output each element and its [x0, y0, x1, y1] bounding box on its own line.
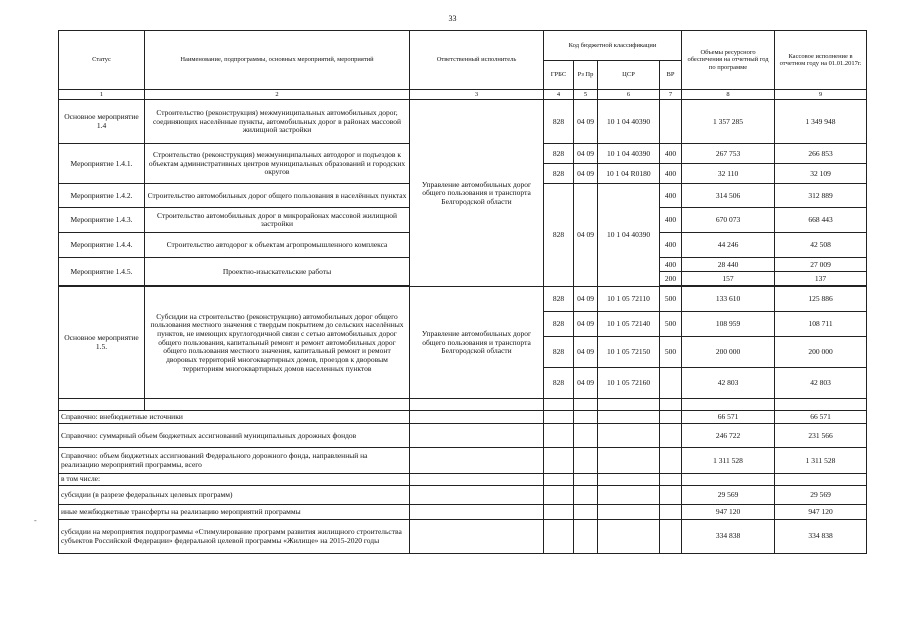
empty-cell	[145, 399, 410, 411]
column-number: 8	[682, 90, 775, 100]
cash-cell: 108 711	[775, 312, 867, 337]
vr-cell	[660, 100, 682, 144]
summary-row	[59, 411, 867, 424]
volume-cell: 947 120	[682, 505, 775, 520]
empty-cell	[574, 399, 598, 411]
name-cell: Строительство автомобильных дорог общего пользования в населённых пунктах	[145, 184, 410, 208]
volume-cell: 32 110	[682, 164, 775, 184]
empty-cell	[410, 474, 544, 486]
volume-cell: 133 610	[682, 287, 775, 312]
name-cell: Проектно-изыскательские работы	[145, 258, 410, 286]
cash-cell: 200 000	[775, 337, 867, 368]
volume-cell: 108 959	[682, 312, 775, 337]
summary-label: Справочно: суммарный объем бюджетных ассигнований муниципальных дорожных фондов	[59, 424, 410, 448]
csr-cell: 10 1 05 72150	[598, 337, 660, 368]
summary-label: Справочно: внебюджетные источники	[59, 411, 410, 424]
grbs-cell: 828	[544, 164, 574, 184]
empty-cell	[544, 399, 574, 411]
empty-cell	[682, 399, 775, 411]
empty-cell	[598, 448, 660, 474]
rzpr-cell: 04 09	[574, 287, 598, 312]
grbs-cell: 828	[544, 337, 574, 368]
column-number: 2	[145, 90, 410, 100]
cash-cell: 947 120	[775, 505, 867, 520]
status-cell: Мероприятие 1.4.4.	[59, 233, 145, 258]
empty-cell	[598, 411, 660, 424]
column-numbers-row	[59, 90, 867, 100]
vr-cell: 500	[660, 312, 682, 337]
column-number: 3	[410, 90, 544, 100]
empty-cell	[544, 424, 574, 448]
volume-cell: 334 838	[682, 520, 775, 554]
vr-cell: 400	[660, 208, 682, 233]
empty-cell	[410, 411, 544, 424]
empty-cell	[598, 399, 660, 411]
volume-cell	[682, 474, 775, 486]
status-cell: Мероприятие 1.4.5.	[59, 258, 145, 286]
volume-cell: 28 440	[682, 258, 775, 272]
header-code-group: Код бюджетной классификации	[544, 31, 682, 61]
empty-cell	[574, 505, 598, 520]
empty-cell	[598, 474, 660, 486]
rzpr-cell: 04 09	[574, 100, 598, 144]
header-grbs: ГРБС	[544, 61, 574, 90]
margin-mark: -	[34, 516, 37, 525]
summary-row	[59, 448, 867, 474]
cash-cell: 334 838	[775, 520, 867, 554]
rzpr-cell: 04 09	[574, 368, 598, 399]
csr-cell: 10 1 04 40390	[598, 184, 660, 287]
volume-cell: 246 722	[682, 424, 775, 448]
cash-cell: 29 569	[775, 486, 867, 505]
vr-cell: 400	[660, 184, 682, 208]
summary-row	[59, 474, 867, 486]
cash-cell: 1 311 528	[775, 448, 867, 474]
summary-row	[59, 424, 867, 448]
rzpr-cell: 04 09	[574, 144, 598, 164]
volume-cell: 42 803	[682, 368, 775, 399]
cash-cell: 1 349 948	[775, 100, 867, 144]
column-number: 1	[59, 90, 145, 100]
summary-row	[59, 520, 867, 554]
cash-cell	[775, 474, 867, 486]
empty-cell	[574, 448, 598, 474]
status-cell: Мероприятие 1.4.1.	[59, 144, 145, 184]
cash-cell: 231 566	[775, 424, 867, 448]
empty-cell	[660, 424, 682, 448]
cash-cell: 125 886	[775, 287, 867, 312]
vr-cell: 400	[660, 233, 682, 258]
grbs-cell: 828	[544, 100, 574, 144]
empty-cell	[775, 399, 867, 411]
cash-cell: 27 009	[775, 258, 867, 272]
cash-cell: 312 889	[775, 184, 867, 208]
empty-cell	[410, 505, 544, 520]
status-cell: Основное мероприятие 1.4	[59, 100, 145, 144]
csr-cell: 10 1 04 40390	[598, 144, 660, 164]
csr-cell: 10 1 04 R0180	[598, 164, 660, 184]
empty-cell	[598, 520, 660, 554]
vr-cell: 400	[660, 258, 682, 272]
empty-cell	[410, 399, 544, 411]
header-executor: Ответственный исполнитель	[410, 31, 544, 90]
rzpr-cell: 04 09	[574, 164, 598, 184]
empty-cell	[544, 505, 574, 520]
volume-cell: 29 569	[682, 486, 775, 505]
empty-cell	[574, 474, 598, 486]
volume-cell: 157	[682, 272, 775, 286]
column-number: 9	[775, 90, 867, 100]
status-cell: Мероприятие 1.4.2.	[59, 184, 145, 208]
name-cell: Строительство автодорог к объектам агропромышленного комплекса	[145, 233, 410, 258]
grbs-cell: 828	[544, 312, 574, 337]
vr-cell: 200	[660, 272, 682, 286]
vr-cell	[660, 368, 682, 399]
cash-cell: 32 109	[775, 164, 867, 184]
status-cell: Мероприятие 1.4.3.	[59, 208, 145, 233]
executor-cell: Управление автомобильных дорог общего пользования и транспорта Белгородской области	[410, 100, 544, 287]
summary-row	[59, 505, 867, 520]
volume-cell: 314 506	[682, 184, 775, 208]
empty-cell	[598, 486, 660, 505]
cash-cell: 266 853	[775, 144, 867, 164]
table-row	[59, 100, 867, 144]
column-number: 4	[544, 90, 574, 100]
csr-cell: 10 1 05 72160	[598, 368, 660, 399]
grbs-cell: 828	[544, 368, 574, 399]
empty-cell	[544, 486, 574, 505]
empty-cell	[544, 448, 574, 474]
empty-cell	[544, 411, 574, 424]
grbs-cell: 828	[544, 287, 574, 312]
empty-cell	[574, 411, 598, 424]
header-name: Наименование, подпрограммы, основных мероприятий, мероприятий	[145, 31, 410, 90]
vr-cell: 500	[660, 287, 682, 312]
empty-cell	[660, 474, 682, 486]
summary-label: иные межбюджетные трансферты на реализацию мероприятий программы	[59, 505, 410, 520]
header-volume: Объемы ресурсного обеспечения на отчетный год по программе	[682, 31, 775, 90]
header-status: Статус	[59, 31, 145, 90]
empty-cell	[574, 520, 598, 554]
page-number: 33	[448, 14, 457, 23]
volume-cell: 200 000	[682, 337, 775, 368]
volume-cell: 66 571	[682, 411, 775, 424]
empty-cell	[660, 486, 682, 505]
cash-cell: 42 803	[775, 368, 867, 399]
table-row	[59, 399, 867, 411]
column-number: 7	[660, 90, 682, 100]
rzpr-cell: 04 09	[574, 184, 598, 287]
empty-cell	[660, 399, 682, 411]
table-row	[59, 287, 867, 312]
volume-cell: 1 357 285	[682, 100, 775, 144]
empty-cell	[660, 448, 682, 474]
cash-cell: 66 571	[775, 411, 867, 424]
header-vr: ВР	[660, 61, 682, 90]
vr-cell: 400	[660, 164, 682, 184]
empty-cell	[660, 505, 682, 520]
rzpr-cell: 04 09	[574, 312, 598, 337]
grbs-cell: 828	[544, 144, 574, 164]
empty-cell	[544, 520, 574, 554]
summary-label: субсидии на мероприятия подпрограммы «Стимулирование программ развития жилищного строительства субъектов Российской Федерации» федеральной целевой программы «Жилище» на 2015-2020 годы	[59, 520, 410, 554]
executor-cell: Управление автомобильных дорог общего пользования и транспорта Белгородской области	[410, 287, 544, 399]
empty-cell	[598, 505, 660, 520]
empty-cell	[660, 411, 682, 424]
status-cell: Основное мероприятие 1.5.	[59, 287, 145, 399]
empty-cell	[410, 520, 544, 554]
vr-cell: 500	[660, 337, 682, 368]
empty-cell	[410, 448, 544, 474]
name-cell: Строительство (реконструкция) межмуниципальных автодорог и подъездов к объектам административных центров муниципальных образований и городских округов	[145, 144, 410, 184]
vr-cell: 400	[660, 144, 682, 164]
volume-cell: 44 246	[682, 233, 775, 258]
cash-cell: 137	[775, 272, 867, 286]
budget-table	[58, 30, 867, 554]
empty-cell	[574, 424, 598, 448]
empty-cell	[574, 486, 598, 505]
header-csr: ЦСР	[598, 61, 660, 90]
summary-row	[59, 486, 867, 505]
empty-cell	[598, 424, 660, 448]
column-number: 6	[598, 90, 660, 100]
cash-cell: 42 508	[775, 233, 867, 258]
rzpr-cell: 04 09	[574, 337, 598, 368]
volume-cell: 1 311 528	[682, 448, 775, 474]
summary-label: Справочно: объем бюджетных ассигнований Федерального дорожного фонда, направленный на реализацию мероприятий программы, всего	[59, 448, 410, 474]
csr-cell: 10 1 05 72110	[598, 287, 660, 312]
name-cell: Строительство (реконструкция) межмуниципальных автомобильных дорог, соединяющих населённые пункты, автомобильных дорог в районах массовой жилищной застройки	[145, 100, 410, 144]
empty-cell	[660, 520, 682, 554]
csr-cell: 10 1 04 40390	[598, 100, 660, 144]
header-cash: Кассовое исполнение в отчетном году на 01.01.2017г.	[775, 31, 867, 90]
volume-cell: 267 753	[682, 144, 775, 164]
summary-label: в том числе:	[59, 474, 410, 486]
summary-label: субсидии (в разрезе федеральных целевых программ)	[59, 486, 410, 505]
empty-cell	[59, 399, 145, 411]
column-number: 5	[574, 90, 598, 100]
empty-cell	[410, 486, 544, 505]
empty-cell	[544, 474, 574, 486]
csr-cell: 10 1 05 72140	[598, 312, 660, 337]
header-rzpr: Рз Пр	[574, 61, 598, 90]
cash-cell: 668 443	[775, 208, 867, 233]
name-cell: Субсидии на строительство (реконструкцию) автомобильных дорог общего пользования местного значения с твердым покрытием до сельских населённых пунктов, не имеющих круглогодичной связи с сетью автомобильных дорог общего пользования, капитальный ремонт и ремонт автомобильных дорог общего пользования местного значения, капитальный ремонт и ремонт дворовых территорий многоквартирных домов, проездов к дворовым территориям многоквартирных домов населенных пунктов	[145, 287, 410, 399]
empty-cell	[410, 424, 544, 448]
name-cell: Строительство автомобильных дорог в микрорайонах массовой жилищной застройки	[145, 208, 410, 233]
volume-cell: 670 073	[682, 208, 775, 233]
grbs-cell: 828	[544, 184, 574, 287]
